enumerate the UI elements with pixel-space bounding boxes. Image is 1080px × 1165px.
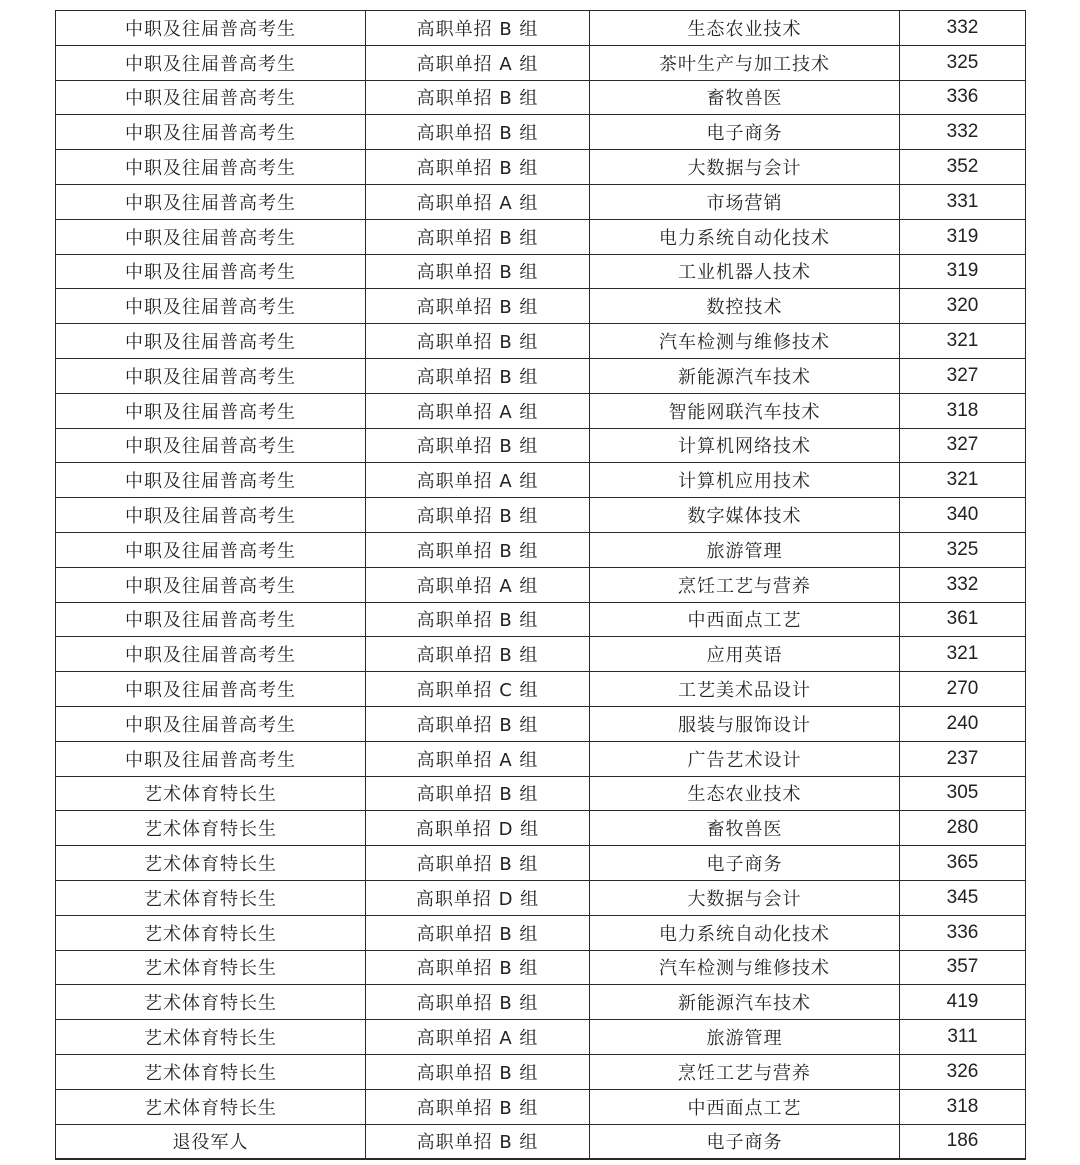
cell-exam-group: 高职单招 A 组 <box>366 1020 590 1055</box>
table-row <box>56 741 1026 776</box>
cell-score: 357 <box>900 950 1026 985</box>
cell-category: 中职及往届普高考生 <box>56 393 366 428</box>
cell-category: 艺术体育特长生 <box>56 776 366 811</box>
cell-score: 365 <box>900 846 1026 881</box>
cell-exam-group: 高职单招 B 组 <box>366 706 590 741</box>
cell-major: 计算机应用技术 <box>590 463 900 498</box>
table-row <box>56 254 1026 289</box>
cell-exam-group: 高职单招 B 组 <box>366 498 590 533</box>
table-row <box>56 1124 1026 1159</box>
cell-major: 汽车检测与维修技术 <box>590 324 900 359</box>
cell-exam-group: 高职单招 B 组 <box>366 289 590 324</box>
cell-score: 318 <box>900 393 1026 428</box>
cell-score: 361 <box>900 602 1026 637</box>
table-row <box>56 950 1026 985</box>
cell-major: 工艺美术品设计 <box>590 672 900 707</box>
table-row <box>56 637 1026 672</box>
cell-category: 中职及往届普高考生 <box>56 289 366 324</box>
cell-score: 240 <box>900 706 1026 741</box>
cell-exam-group: 高职单招 B 组 <box>366 80 590 115</box>
table-row <box>56 602 1026 637</box>
table-row <box>56 393 1026 428</box>
cell-exam-group: 高职单招 B 组 <box>366 254 590 289</box>
table-row <box>56 915 1026 950</box>
cell-category: 中职及往届普高考生 <box>56 324 366 359</box>
cell-category: 艺术体育特长生 <box>56 1020 366 1055</box>
cell-score: 318 <box>900 1089 1026 1124</box>
cell-score: 321 <box>900 637 1026 672</box>
cell-category: 中职及往届普高考生 <box>56 672 366 707</box>
cell-exam-group: 高职单招 D 组 <box>366 811 590 846</box>
cell-exam-group: 高职单招 A 组 <box>366 463 590 498</box>
cell-exam-group: 高职单招 B 组 <box>366 985 590 1020</box>
cell-major: 电子商务 <box>590 846 900 881</box>
table-row <box>56 985 1026 1020</box>
cell-score: 237 <box>900 741 1026 776</box>
table-row <box>56 811 1026 846</box>
table-row <box>56 184 1026 219</box>
cell-category: 中职及往届普高考生 <box>56 80 366 115</box>
cell-score: 327 <box>900 358 1026 393</box>
cell-exam-group: 高职单招 B 组 <box>366 846 590 881</box>
cell-major: 茶叶生产与加工技术 <box>590 45 900 80</box>
table-row <box>56 80 1026 115</box>
cell-score: 419 <box>900 985 1026 1020</box>
table-row <box>56 289 1026 324</box>
cell-score: 319 <box>900 219 1026 254</box>
table-row <box>56 1054 1026 1089</box>
cell-exam-group: 高职单招 B 组 <box>366 602 590 637</box>
cell-exam-group: 高职单招 A 组 <box>366 184 590 219</box>
table-row <box>56 846 1026 881</box>
cell-exam-group: 高职单招 C 组 <box>366 672 590 707</box>
table-row <box>56 498 1026 533</box>
cell-score: 352 <box>900 150 1026 185</box>
cell-major: 生态农业技术 <box>590 776 900 811</box>
cell-category: 艺术体育特长生 <box>56 950 366 985</box>
cell-exam-group: 高职单招 B 组 <box>366 1054 590 1089</box>
cell-major: 市场营销 <box>590 184 900 219</box>
cell-major: 数字媒体技术 <box>590 498 900 533</box>
cell-score: 319 <box>900 254 1026 289</box>
cell-exam-group: 高职单招 B 组 <box>366 219 590 254</box>
cell-category: 艺术体育特长生 <box>56 915 366 950</box>
cell-major: 电力系统自动化技术 <box>590 219 900 254</box>
cell-score: 305 <box>900 776 1026 811</box>
cell-category: 中职及往届普高考生 <box>56 254 366 289</box>
cell-major: 畜牧兽医 <box>590 811 900 846</box>
cell-score: 327 <box>900 428 1026 463</box>
cell-major: 大数据与会计 <box>590 150 900 185</box>
cell-score: 332 <box>900 567 1026 602</box>
cell-score: 326 <box>900 1054 1026 1089</box>
cell-exam-group: 高职单招 B 组 <box>366 150 590 185</box>
cell-score: 325 <box>900 532 1026 567</box>
cell-major: 汽车检测与维修技术 <box>590 950 900 985</box>
table-row <box>56 115 1026 150</box>
table-row <box>56 45 1026 80</box>
table-row <box>56 11 1026 46</box>
cell-score: 321 <box>900 324 1026 359</box>
table-row <box>56 463 1026 498</box>
cell-exam-group: 高职单招 B 组 <box>366 358 590 393</box>
table-row <box>56 1089 1026 1124</box>
table-row <box>56 776 1026 811</box>
cell-category: 中职及往届普高考生 <box>56 219 366 254</box>
cell-score: 340 <box>900 498 1026 533</box>
cell-exam-group: 高职单招 B 组 <box>366 115 590 150</box>
cell-major: 数控技术 <box>590 289 900 324</box>
cell-exam-group: 高职单招 B 组 <box>366 1124 590 1159</box>
cell-exam-group: 高职单招 A 组 <box>366 45 590 80</box>
cell-major: 新能源汽车技术 <box>590 985 900 1020</box>
cell-major: 畜牧兽医 <box>590 80 900 115</box>
cell-major: 烹饪工艺与营养 <box>590 567 900 602</box>
cell-score: 280 <box>900 811 1026 846</box>
cell-exam-group: 高职单招 B 组 <box>366 776 590 811</box>
admission-score-table <box>55 10 1026 1160</box>
cell-major: 大数据与会计 <box>590 880 900 915</box>
cell-score: 345 <box>900 880 1026 915</box>
cell-score: 311 <box>900 1020 1026 1055</box>
cell-score: 331 <box>900 184 1026 219</box>
table-row <box>56 324 1026 359</box>
cell-major: 电力系统自动化技术 <box>590 915 900 950</box>
cell-major: 服装与服饰设计 <box>590 706 900 741</box>
cell-category: 中职及往届普高考生 <box>56 637 366 672</box>
cell-score: 336 <box>900 80 1026 115</box>
cell-major: 电子商务 <box>590 115 900 150</box>
cell-category: 中职及往届普高考生 <box>56 11 366 46</box>
cell-score: 320 <box>900 289 1026 324</box>
cell-category: 中职及往届普高考生 <box>56 358 366 393</box>
cell-major: 工业机器人技术 <box>590 254 900 289</box>
cell-category: 中职及往届普高考生 <box>56 428 366 463</box>
cell-category: 艺术体育特长生 <box>56 1089 366 1124</box>
cell-category: 中职及往届普高考生 <box>56 741 366 776</box>
table-row <box>56 567 1026 602</box>
cell-major: 中西面点工艺 <box>590 1089 900 1124</box>
cell-exam-group: 高职单招 A 组 <box>366 393 590 428</box>
cell-major: 旅游管理 <box>590 532 900 567</box>
cell-category: 中职及往届普高考生 <box>56 150 366 185</box>
table-row <box>56 706 1026 741</box>
cell-major: 中西面点工艺 <box>590 602 900 637</box>
cell-major: 新能源汽车技术 <box>590 358 900 393</box>
table-row <box>56 1020 1026 1055</box>
cell-category: 中职及往届普高考生 <box>56 567 366 602</box>
table-row <box>56 672 1026 707</box>
cell-major: 旅游管理 <box>590 1020 900 1055</box>
cell-major: 广告艺术设计 <box>590 741 900 776</box>
table-row <box>56 150 1026 185</box>
cell-major: 电子商务 <box>590 1124 900 1159</box>
table-body <box>56 11 1026 1160</box>
cell-category: 艺术体育特长生 <box>56 880 366 915</box>
cell-major: 应用英语 <box>590 637 900 672</box>
cell-score: 332 <box>900 115 1026 150</box>
cell-category: 退役军人 <box>56 1124 366 1159</box>
cell-exam-group: 高职单招 B 组 <box>366 11 590 46</box>
table-row <box>56 219 1026 254</box>
cell-exam-group: 高职单招 B 组 <box>366 637 590 672</box>
cell-major: 烹饪工艺与营养 <box>590 1054 900 1089</box>
cell-exam-group: 高职单招 B 组 <box>366 915 590 950</box>
table-row <box>56 880 1026 915</box>
cell-category: 中职及往届普高考生 <box>56 184 366 219</box>
cell-category: 艺术体育特长生 <box>56 1054 366 1089</box>
cell-exam-group: 高职单招 D 组 <box>366 880 590 915</box>
cell-category: 中职及往届普高考生 <box>56 602 366 637</box>
cell-score: 270 <box>900 672 1026 707</box>
table-row <box>56 428 1026 463</box>
cell-score: 186 <box>900 1124 1026 1159</box>
cell-category: 中职及往届普高考生 <box>56 463 366 498</box>
cell-category: 艺术体育特长生 <box>56 985 366 1020</box>
cell-category: 艺术体育特长生 <box>56 811 366 846</box>
cell-exam-group: 高职单招 B 组 <box>366 1089 590 1124</box>
cell-category: 中职及往届普高考生 <box>56 532 366 567</box>
cell-category: 中职及往届普高考生 <box>56 45 366 80</box>
table-row <box>56 358 1026 393</box>
cell-exam-group: 高职单招 B 组 <box>366 324 590 359</box>
cell-exam-group: 高职单招 A 组 <box>366 567 590 602</box>
cell-category: 中职及往届普高考生 <box>56 498 366 533</box>
cell-category: 中职及往届普高考生 <box>56 706 366 741</box>
cell-exam-group: 高职单招 B 组 <box>366 428 590 463</box>
cell-major: 智能网联汽车技术 <box>590 393 900 428</box>
cell-exam-group: 高职单招 A 组 <box>366 741 590 776</box>
cell-major: 计算机网络技术 <box>590 428 900 463</box>
cell-major: 生态农业技术 <box>590 11 900 46</box>
cell-exam-group: 高职单招 B 组 <box>366 532 590 567</box>
table-row <box>56 532 1026 567</box>
cell-score: 325 <box>900 45 1026 80</box>
cell-exam-group: 高职单招 B 组 <box>366 950 590 985</box>
cell-score: 336 <box>900 915 1026 950</box>
cell-score: 321 <box>900 463 1026 498</box>
cell-category: 中职及往届普高考生 <box>56 115 366 150</box>
cell-category: 艺术体育特长生 <box>56 846 366 881</box>
cell-score: 332 <box>900 11 1026 46</box>
